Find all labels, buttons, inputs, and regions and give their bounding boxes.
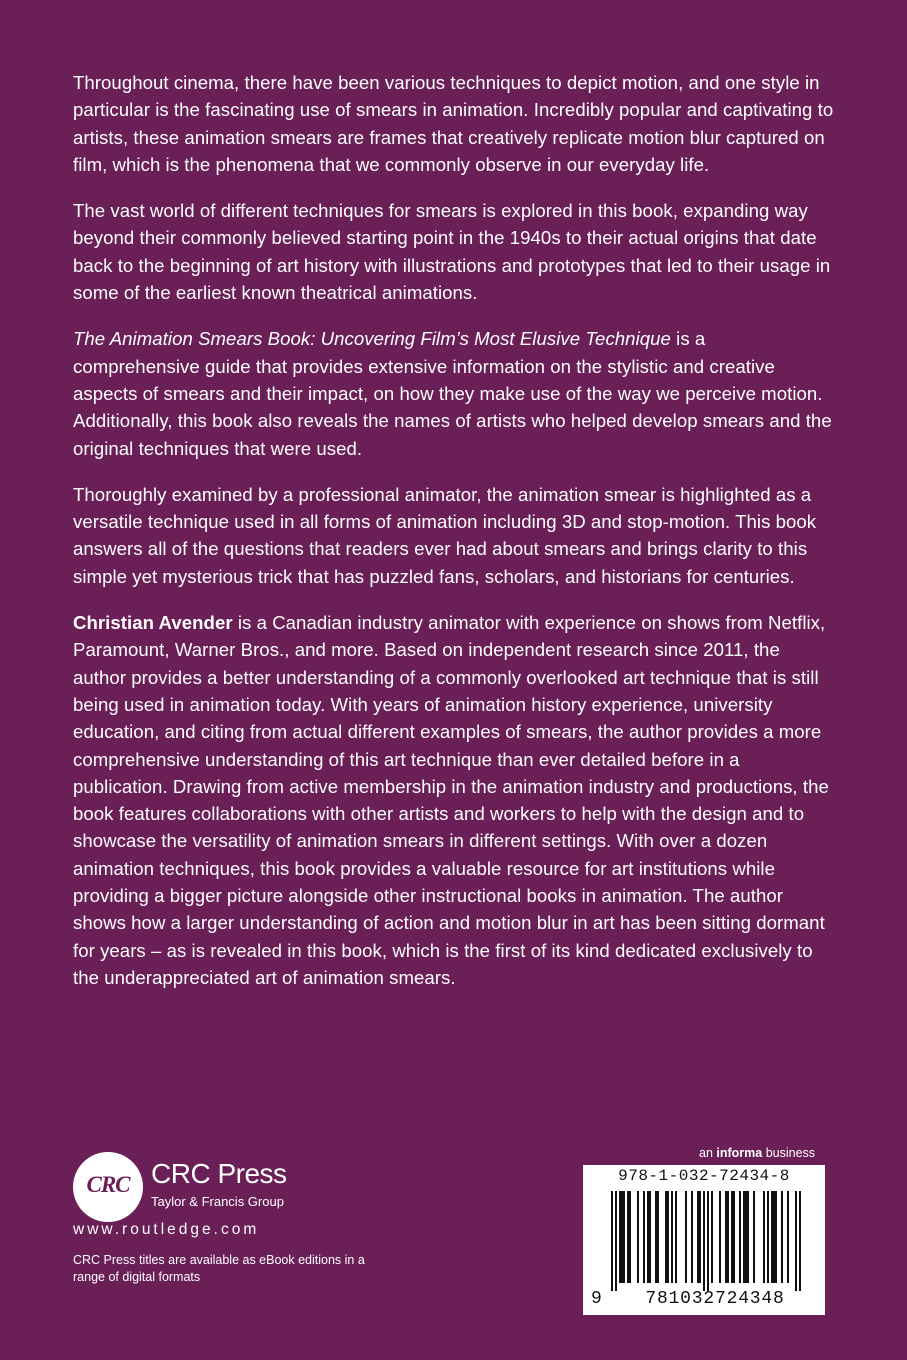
book-title: The Animation Smears Book: Uncovering Film’s Most Elusive Technique bbox=[73, 328, 671, 350]
isbn-hyphenated: 978-1-032-72434-8 bbox=[618, 1167, 790, 1185]
footer bbox=[0, 1140, 907, 1360]
barcode-bar bbox=[685, 1191, 687, 1283]
barcode-bar bbox=[697, 1191, 699, 1283]
barcode-bar bbox=[727, 1191, 729, 1283]
author-name: Christian Avender bbox=[73, 612, 233, 634]
barcode-bar bbox=[707, 1191, 709, 1291]
barcode-bar bbox=[719, 1191, 721, 1283]
barcode-bar bbox=[771, 1191, 773, 1283]
description-paragraph-3 bbox=[73, 325, 835, 461]
barcode-bar bbox=[623, 1191, 625, 1283]
publisher-url[interactable]: www.routledge.com bbox=[73, 1221, 260, 1238]
barcode-bar bbox=[671, 1191, 673, 1283]
barcode-bar bbox=[739, 1191, 741, 1283]
barcode-bar bbox=[781, 1191, 783, 1283]
barcode-bars-icon bbox=[611, 1191, 801, 1291]
barcode-bar bbox=[627, 1191, 629, 1283]
barcode-bar bbox=[615, 1191, 617, 1291]
barcode-bar bbox=[799, 1191, 801, 1291]
crc-logo-text: CRC bbox=[86, 1172, 130, 1197]
author-bio-text: is a Canadian industry animator with experience on shows from Netflix, Paramount, Warner Bros., and more. Based on independent research since 2011, the author provides a better understanding of a commonly overlooked art technique that is still being used in animation today. With years of animation history experience, university education, and citing from actual different examples of smears, the author provides a more comprehensive understanding of this art technique than ever detailed before in a publication. Drawing from active membership in the animation industry and productions, the book features collaborations with other artists and workers to help with the design and to showcase the versatility of animation smears in different settings. With over a dozen animation techniques, this book provides a valuable resource for art institutions while providing a bigger picture alongside other instructional books in animation. The author shows how a larger understanding of action and motion blur in art has been sitting dormant for years – as is revealed in this book, which is the first of its kind dedicated exclusively to the underappreciated art of animation smears. bbox=[73, 612, 829, 988]
barcode-bar bbox=[775, 1191, 777, 1283]
isbn-barcode bbox=[583, 1165, 825, 1315]
informa-brand: informa bbox=[716, 1146, 763, 1160]
ebook-note: CRC Press titles are available as eBook editions in a range of digital formats bbox=[73, 1253, 365, 1284]
barcode-bar bbox=[733, 1191, 735, 1283]
barcode-bar bbox=[763, 1191, 765, 1283]
barcode-bar bbox=[787, 1191, 789, 1283]
barcode-bar bbox=[621, 1191, 623, 1283]
description-paragraph-3-text: is a comprehensive guide that provides extensive information on the stylistic and creative aspects of smears and their impact, on how they make use of the way we perceive motion. Additionally, this book also reveals the names of artists who helped develop smears and the original techniques that were used. bbox=[73, 328, 832, 459]
barcode-bar bbox=[753, 1191, 755, 1283]
barcode-bar bbox=[703, 1191, 705, 1291]
isbn-digits: 781032724348 bbox=[645, 1289, 785, 1309]
informa-suffix: business bbox=[762, 1146, 816, 1160]
description-paragraph-2: The vast world of different techniques for smears is explored in this book, expanding way beyond their commonly believed starting point in the 1940s to their actual origins that date back to the beginning of art history with illustrations and prototypes that led to their usage in some of the earliest known theatrical animations. bbox=[73, 200, 831, 304]
barcode-bar bbox=[657, 1191, 659, 1283]
barcode-bar bbox=[675, 1191, 677, 1283]
barcode-bar bbox=[611, 1191, 613, 1291]
informa-prefix: an bbox=[699, 1146, 717, 1160]
barcode-bar bbox=[773, 1191, 775, 1283]
publisher-group: Taylor & Francis Group bbox=[151, 1194, 284, 1209]
barcode-bar bbox=[619, 1191, 621, 1283]
barcode-bar bbox=[637, 1191, 639, 1283]
barcode-bar bbox=[699, 1191, 701, 1283]
barcode-bar bbox=[691, 1191, 693, 1283]
publisher-name: CRC Press bbox=[151, 1158, 287, 1189]
barcode-bar bbox=[795, 1191, 797, 1291]
barcode-bar bbox=[643, 1191, 645, 1283]
back-cover-text bbox=[73, 69, 835, 1010]
barcode-bar bbox=[629, 1191, 631, 1283]
barcode-bar bbox=[725, 1191, 727, 1283]
barcode-bar bbox=[647, 1191, 649, 1283]
barcode-bar bbox=[767, 1191, 769, 1283]
author-bio bbox=[73, 609, 835, 991]
barcode-bar bbox=[667, 1191, 669, 1283]
description-paragraph-1: Throughout cinema, there have been various techniques to depict motion, and one style in particular is the fascinating use of smears in animation. Incredibly popular and captivating to artists, these animation smears are frames that creatively replicate motion blur captured on film, which is the phenomena that we commonly observe in our everyday life. bbox=[73, 72, 834, 175]
barcode-bar bbox=[655, 1191, 657, 1283]
description-paragraph-4: Thoroughly examined by a professional animator, the animation smear is highlighted as a versatile technique used in all forms of animation including 3D and stop-motion. This book answers all of the questions that readers ever had about smears and brings clarity to this simple yet mysterious trick that has puzzled fans, scholars, and historians for centuries. bbox=[73, 483, 817, 587]
informa-tagline bbox=[699, 1146, 815, 1160]
crc-logo-icon bbox=[73, 1152, 143, 1222]
barcode-bar bbox=[649, 1191, 651, 1283]
barcode-bar bbox=[745, 1191, 747, 1283]
barcode-bar bbox=[711, 1191, 713, 1283]
barcode-bar bbox=[747, 1191, 749, 1283]
barcode-bar bbox=[743, 1191, 745, 1283]
barcode-bar bbox=[665, 1191, 667, 1283]
barcode-bar bbox=[731, 1191, 733, 1283]
isbn-first-digit: 9 bbox=[591, 1289, 602, 1309]
